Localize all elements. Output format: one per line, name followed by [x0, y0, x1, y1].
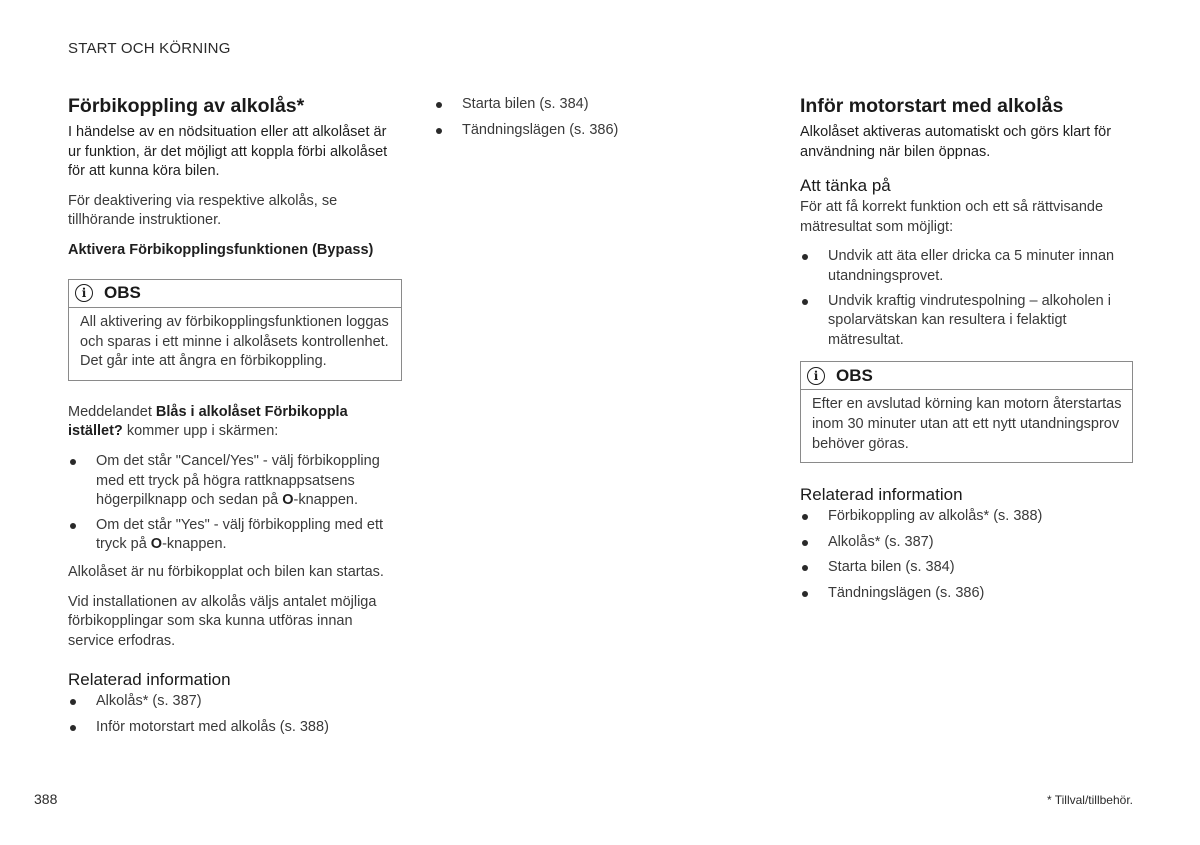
related-link[interactable]: [800, 533, 1133, 553]
key-label: O: [150, 536, 163, 553]
bypass-title: Förbikoppling av alkolås*: [68, 95, 305, 117]
related-link[interactable]: [68, 718, 402, 738]
screen-message-text: [68, 403, 402, 442]
list-item: [800, 292, 1133, 351]
result-text: Alkolåset är nu förbikopplat och bilen kan startas.: [68, 563, 384, 580]
obs-header: [801, 362, 1132, 390]
column-bypass: [68, 94, 402, 745]
consider-heading: Att tänka på: [800, 176, 891, 196]
obs-box: [800, 361, 1133, 463]
related-link[interactable]: [800, 558, 1133, 578]
info-icon: i: [75, 284, 93, 302]
related-link[interactable]: [800, 584, 1133, 604]
related-link-label: Tändningslägen (s. 386): [462, 121, 619, 138]
related-list: [800, 507, 1133, 603]
bullet-icon: [436, 102, 442, 108]
consider-text: För att få korrekt funktion och ett så rättvisande mätresultat som möjligt:: [800, 199, 1104, 235]
bullet-icon: [802, 299, 808, 305]
bullet-icon: [436, 128, 442, 134]
bullet-icon: [70, 523, 76, 529]
obs-body: Efter en avslutad körning kan motorn återstartas inom 30 minuter utan att ett nytt utandningsprov behöver göras.: [812, 396, 1122, 452]
page-number: 388: [34, 791, 58, 807]
related-list: [68, 692, 402, 737]
bullet-icon: [802, 540, 808, 546]
bullet-icon: [802, 254, 808, 260]
related-link[interactable]: [434, 95, 764, 115]
footnote: * Tillval/tillbehör.: [1046, 793, 1133, 807]
related-link-label: Alkolås* (s. 387): [96, 693, 202, 710]
step-text: Om det står "Cancel/Yes" - välj förbikoppling med ett tryck på högra rattknappsatsens högerpilknapp och sedan på: [96, 452, 380, 509]
message-suffix: kommer upp i skärmen:: [122, 423, 279, 440]
related-link-label: Inför motorstart med alkolås (s. 388): [96, 718, 329, 735]
column-continued: [434, 95, 764, 148]
related-heading: Relaterad information: [68, 670, 231, 690]
related-heading: Relaterad information: [800, 485, 963, 505]
related-list-continued: [434, 95, 764, 140]
key-label: O: [282, 492, 294, 509]
list-item: [68, 452, 402, 511]
bypass-steps-list: [68, 452, 402, 555]
message-bold: Blås i alkolåset Förbikoppla istället?: [68, 403, 348, 440]
message-prefix: Meddelandet: [68, 403, 156, 420]
tip-text: Undvik att äta eller dricka ca 5 minuter innan utandningsprovet.: [828, 248, 1115, 284]
bullet-icon: [70, 459, 76, 465]
column-engine-start: [800, 94, 1133, 612]
related-link-label: Förbikoppling av alkolås* (s. 388): [828, 508, 1043, 525]
related-link[interactable]: [800, 507, 1133, 527]
bullet-icon: [802, 591, 808, 597]
related-link[interactable]: [434, 121, 764, 141]
obs-header: [69, 280, 401, 308]
info-icon: i: [807, 367, 825, 385]
bypass-intro: I händelse av en nödsituation eller att alkolåset är ur funktion, är det möjligt att koppla förbi alkolåset för att kunna köra bilen.: [68, 124, 388, 180]
tips-list: [800, 247, 1133, 350]
step-text: Om det står "Yes" - välj förbikoppling med ett tryck på: [96, 516, 383, 553]
install-text: Vid installationen av alkolås väljs antalet möjliga förbikopplingar som ska kunna utföras innan service erfodras.: [68, 593, 377, 649]
bullet-icon: [70, 699, 76, 705]
related-link[interactable]: [68, 692, 402, 712]
obs-title: OBS: [104, 283, 141, 303]
engine-start-intro: Alkolåset aktiveras automatiskt och görs klart för användning när bilen öppnas.: [800, 124, 1112, 160]
section-header: START OCH KÖRNING: [68, 40, 231, 57]
step-text-end: -knappen.: [162, 536, 227, 553]
obs-box: [68, 279, 402, 381]
bullet-icon: [70, 725, 76, 731]
obs-body: All aktivering av förbikopplingsfunktionen loggas och sparas i ett minne i alkolåsets kontrollenhet. Det går inte att ångra en förbikoppling.: [80, 313, 389, 370]
list-item: [800, 247, 1133, 286]
bullet-icon: [802, 514, 808, 520]
related-link-label: Tändningslägen (s. 386): [828, 584, 985, 601]
engine-start-title: Inför motorstart med alkolås: [800, 95, 1064, 117]
step-text-end: -knappen.: [293, 492, 359, 509]
related-link-label: Alkolås* (s. 387): [828, 533, 934, 550]
obs-title: OBS: [836, 365, 873, 385]
related-link-label: Starta bilen (s. 384): [462, 96, 589, 112]
bypass-subheading: Aktivera Förbikopplingsfunktionen (Bypass): [68, 241, 374, 258]
tip-text: Undvik kraftig vindrutespolning – alkoholen i spolarvätskan kan resultera i felaktigt mätresultat.: [828, 292, 1111, 348]
related-link-label: Starta bilen (s. 384): [828, 559, 955, 576]
bypass-deactivation-text: För deaktivering via respektive alkolås, se tillhörande instruktioner.: [68, 192, 338, 229]
list-item: [68, 516, 402, 555]
bullet-icon: [802, 565, 808, 571]
